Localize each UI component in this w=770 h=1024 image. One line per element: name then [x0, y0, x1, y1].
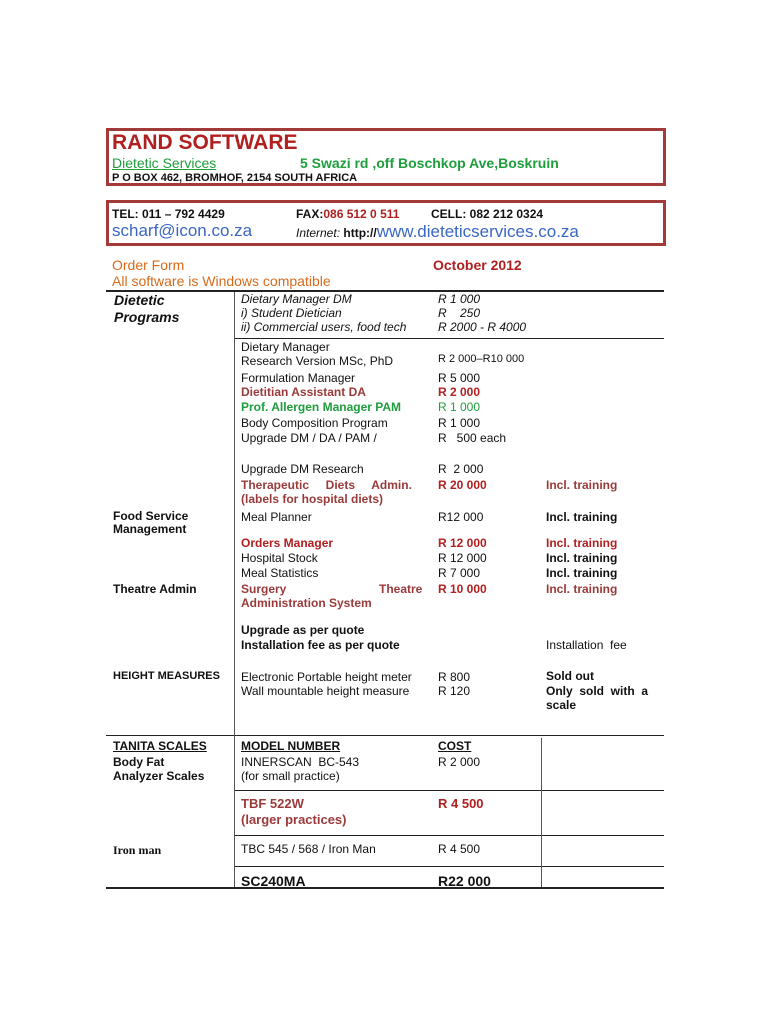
item-allergen: Prof. Allergen Manager PAM	[241, 400, 402, 414]
item-tbf-sub: (larger practices)	[241, 812, 347, 827]
tanita-divider-2	[234, 790, 664, 791]
price-orders-manager: R 12 000	[438, 536, 487, 550]
section-height-measures: HEIGHT MEASURES	[113, 670, 220, 682]
table-top-line	[106, 290, 664, 292]
tanita-divider	[106, 735, 664, 736]
header-cost: COST	[438, 739, 472, 753]
price-surgery: R 10 000	[438, 582, 487, 596]
column-divider-2	[541, 738, 542, 887]
fax	[296, 207, 399, 221]
section-theatre-admin: Theatre Admin	[113, 582, 197, 596]
item-dm-commercial: ii) Commercial users, food tech	[241, 320, 407, 334]
price-dm: R 1 000	[438, 292, 481, 306]
price-upgrade-research: R 2 000	[438, 462, 484, 476]
header-model-number: MODEL NUMBER	[241, 739, 341, 753]
item-install-fee: Installation fee as per quote	[241, 638, 400, 652]
item-dm-student: i) Student Dietician	[241, 306, 342, 320]
item-innerscan: INNERSCAN BC-543	[241, 755, 360, 769]
item-sc240: SC240MA	[241, 873, 306, 889]
note-hospital-stock: Incl. training	[546, 551, 618, 565]
item-body-comp: Body Composition Program	[241, 416, 388, 430]
note-meal-planner: Incl. training	[546, 510, 618, 524]
item-therapeutic-2: (labels for hospital diets)	[241, 492, 384, 506]
item-therapeutic-1: Therapeutic Diets Admin.	[241, 478, 412, 492]
item-upgrade-dm: Upgrade DM / DA / PAM /	[241, 431, 377, 445]
price-upgrade-dm: R 500 each	[438, 431, 507, 445]
price-hospital-stock: R 12 000	[438, 551, 487, 565]
note-therapeutic: Incl. training	[546, 478, 618, 492]
price-therapeutic: R 20 000	[438, 478, 487, 492]
price-sc240: R22 000	[438, 873, 491, 889]
item-surgery-1a: Surgery	[241, 582, 287, 596]
windows-note: All software is Windows compatible	[112, 273, 331, 289]
item-innerscan-sub: (for small practice)	[241, 769, 340, 783]
item-dm-research-1: Dietary Manager	[241, 340, 330, 354]
tel: TEL: 011 – 792 4429	[112, 207, 225, 221]
item-meal-planner: Meal Planner	[241, 510, 312, 524]
item-height-wall: Wall mountable height measure	[241, 684, 410, 698]
price-tbc: R 4 500	[438, 842, 481, 856]
section-dietetic-2: Programs	[114, 309, 180, 325]
price-dietitian-assistant: R 2 000	[438, 385, 481, 399]
item-height-portable: Electronic Portable height meter	[241, 670, 412, 684]
po-box: P O BOX 462, BROMHOF, 2154 SOUTH AFRICA	[112, 172, 358, 184]
price-dm-commercial: R 2000 - R 4000	[438, 320, 527, 334]
note-height-wall-1: Only sold with a	[546, 684, 649, 698]
section-food-service-1: Food Service	[113, 509, 189, 523]
iron-divider	[234, 835, 664, 836]
sc-divider	[234, 866, 664, 867]
item-orders-manager: Orders Manager	[241, 536, 334, 550]
division-link[interactable]: Dietetic Services	[112, 155, 217, 171]
note-orders-manager: Incl. training	[546, 536, 618, 550]
note-height-wall-2: scale	[546, 698, 577, 712]
section-body-fat-2: Analyzer Scales	[113, 769, 205, 783]
section-food-service-2: Management	[113, 522, 187, 536]
price-dm-student: R 250	[438, 306, 481, 320]
item-tbf: TBF 522W	[241, 796, 304, 811]
price-meal-stats: R 7 000	[438, 566, 481, 580]
internet-label: Internet:	[296, 226, 341, 240]
item-upgrade-quote: Upgrade as per quote	[241, 623, 365, 637]
order-title: Order Form	[112, 257, 185, 273]
fax-label: FAX:	[296, 207, 324, 221]
table-bottom-line	[106, 887, 664, 889]
note-height-portable: Sold out	[546, 669, 594, 683]
price-allergen: R 1 000	[438, 400, 481, 414]
note-install-fee: Installation fee	[546, 638, 627, 652]
section-iron-man: Iron man	[113, 843, 162, 857]
item-upgrade-research: Upgrade DM Research	[241, 462, 364, 476]
note-meal-stats: Incl. training	[546, 566, 618, 580]
cell: CELL: 082 212 0324	[431, 207, 544, 221]
item-surgery-2: Administration System	[241, 596, 372, 610]
email-link[interactable]: scharf@icon.co.za	[112, 221, 253, 240]
price-height-wall: R 120	[438, 684, 471, 698]
price-formulation: R 5 000	[438, 371, 481, 385]
address: 5 Swazi rd ,off Boschkop Ave,Boskruin	[300, 155, 559, 171]
website-link[interactable]: www.dieteticservices.co.za	[376, 222, 579, 241]
fax-number: 086 512 0 511	[323, 207, 400, 221]
price-meal-planner: R12 000	[438, 510, 484, 524]
note-surgery: Incl. training	[546, 582, 618, 596]
section-tanita-scales: TANITA SCALES	[113, 739, 207, 753]
item-hospital-stock: Hospital Stock	[241, 551, 318, 565]
price-tbf: R 4 500	[438, 796, 484, 811]
section-body-fat-1: Body Fat	[113, 755, 165, 769]
dietetic-divider	[234, 338, 664, 339]
order-date: October 2012	[433, 257, 522, 273]
column-divider-1	[234, 292, 235, 887]
http-prefix: http://	[340, 226, 377, 240]
internet	[296, 222, 579, 242]
price-body-comp: R 1 000	[438, 416, 481, 430]
item-surgery-1b: Theatre	[379, 582, 423, 596]
item-dm: Dietary Manager DM	[241, 292, 352, 306]
item-tbc: TBC 545 / 568 / Iron Man	[241, 842, 376, 856]
section-dietetic-1: Dietetic	[114, 292, 165, 308]
item-formulation: Formulation Manager	[241, 371, 356, 385]
item-dietitian-assistant: Dietitian Assistant DA	[241, 385, 366, 399]
price-innerscan: R 2 000	[438, 755, 481, 769]
price-height-portable: R 800	[438, 670, 471, 684]
company-name: RAND SOFTWARE	[112, 131, 298, 154]
item-meal-stats: Meal Statistics	[241, 566, 319, 580]
price-dm-research: R 2 000–R10 000	[438, 353, 525, 365]
item-dm-research-2: Research Version MSc, PhD	[241, 354, 394, 368]
